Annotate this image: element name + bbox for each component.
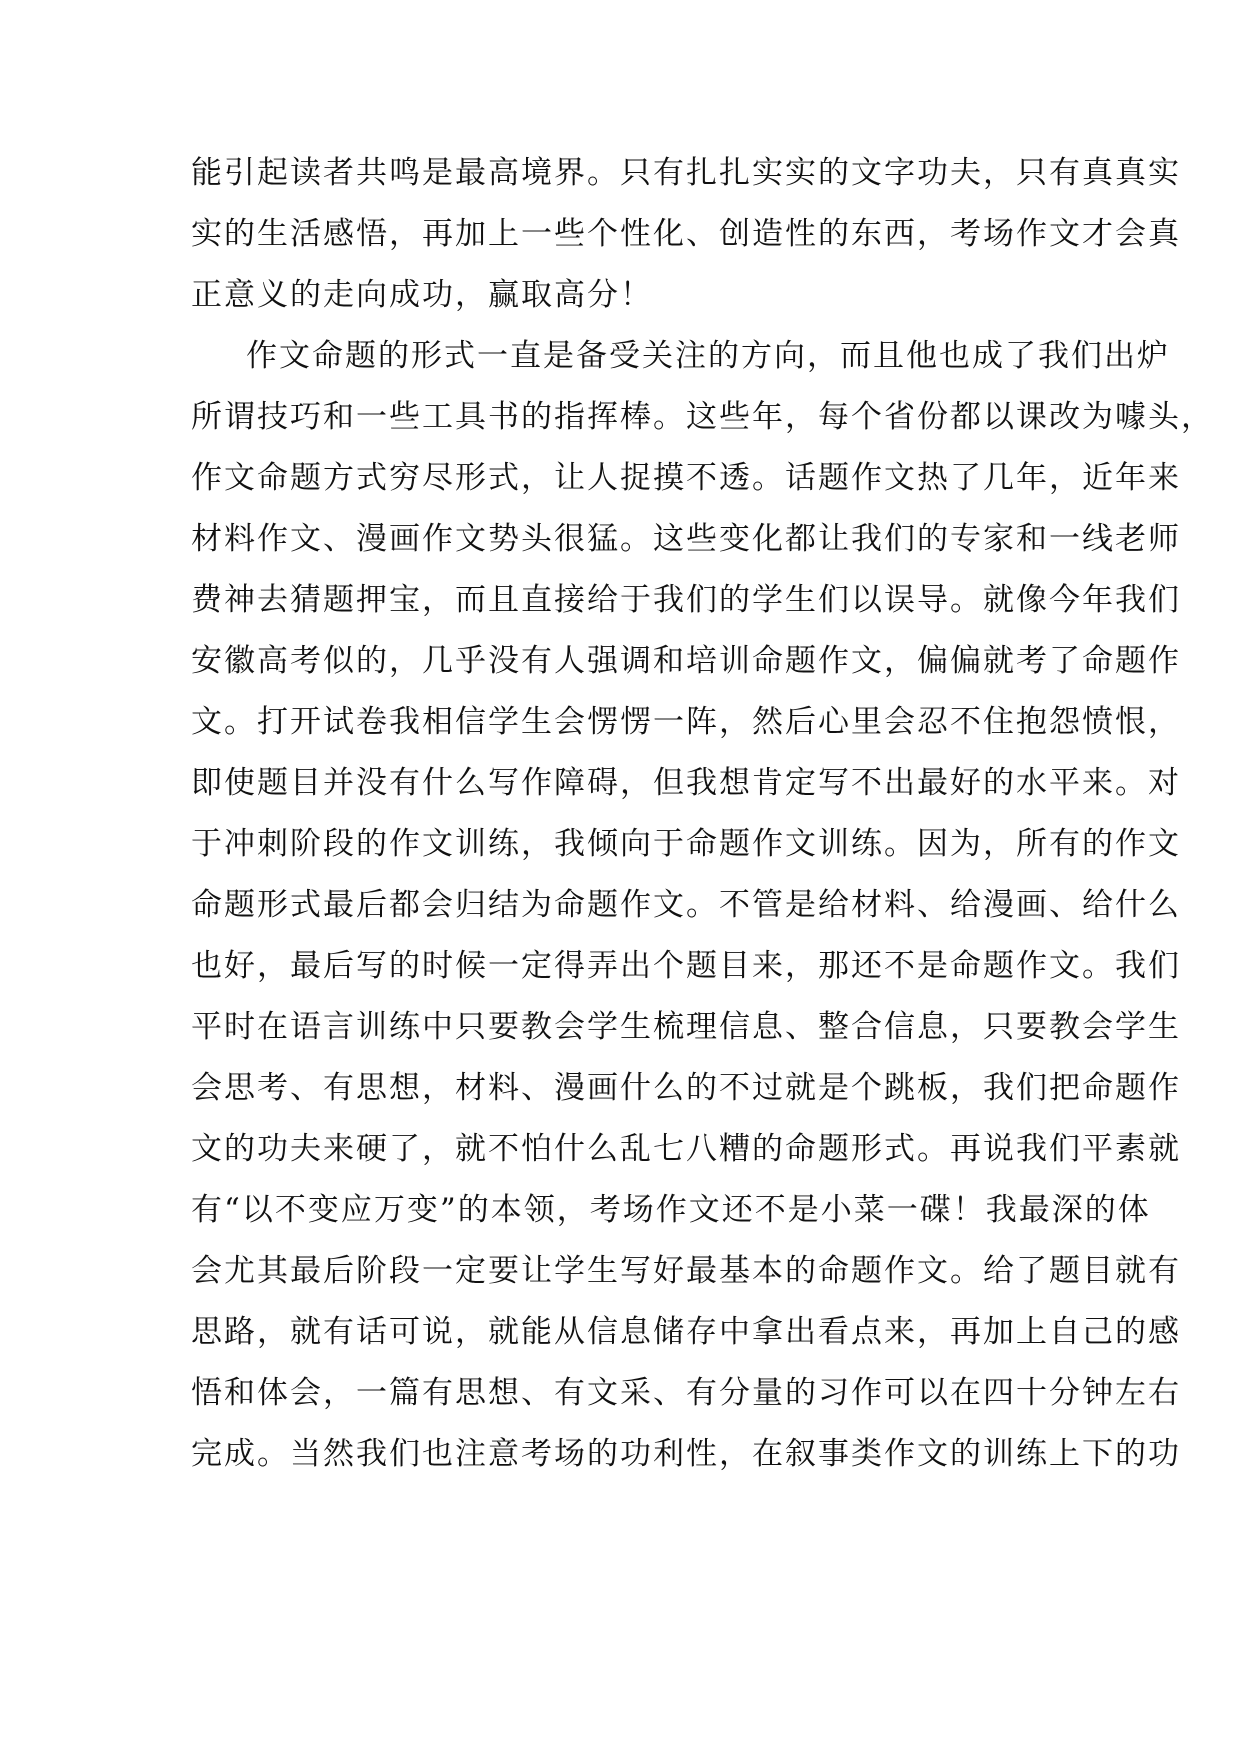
text-line xyxy=(0,509,1241,569)
text-line xyxy=(0,631,1241,691)
text-line-content: 所谓技巧和一些工具书的指挥棒。这些年，每个省份都以课改为噱头， xyxy=(191,399,1214,435)
text-line xyxy=(0,1180,1241,1240)
text-line xyxy=(0,753,1241,813)
text-line xyxy=(0,326,1241,386)
text-line-content: 于冲刺阶段的作文训练，我倾向于命题作文训练。因为，所有的作文 xyxy=(191,826,1181,862)
text-line-content: 正意义的走向成功，赢取高分！ xyxy=(191,277,653,313)
text-line xyxy=(0,570,1241,630)
text-line xyxy=(0,692,1241,752)
text-line-content: 文。打开试卷我相信学生会愣愣一阵，然后心里会忍不住抱怨愤恨， xyxy=(191,704,1181,740)
text-line xyxy=(0,875,1241,935)
text-line xyxy=(0,387,1241,447)
text-line xyxy=(0,936,1241,996)
text-line xyxy=(0,1119,1241,1179)
text-line-content: 实的生活感悟，再加上一些个性化、创造性的东西，考场作文才会真 xyxy=(191,216,1181,252)
text-line-content: 悟和体会，一篇有思想、有文采、有分量的习作可以在四十分钟左右 xyxy=(191,1375,1181,1411)
text-line-content: 作文命题方式穷尽形式，让人捉摸不透。话题作文热了几年，近年来 xyxy=(191,460,1181,496)
text-line xyxy=(0,265,1241,325)
text-line-content: 也好，最后写的时候一定得弄出个题目来，那还不是命题作文。我们 xyxy=(191,948,1181,984)
text-line xyxy=(0,1485,1241,1545)
text-line xyxy=(0,997,1241,1057)
text-line xyxy=(0,1363,1241,1423)
text-line xyxy=(0,1058,1241,1118)
text-line-content: 费神去猜题押宝，而且直接给于我们的学生们以误导。就像今年我们 xyxy=(191,582,1181,618)
text-line-content: 文的功夫来硬了，就不怕什么乱七八糟的命题形式。再说我们平素就 xyxy=(191,1131,1181,1167)
text-line-content: 平时在语言训练中只要教会学生梳理信息、整合信息，只要教会学生 xyxy=(191,1009,1181,1045)
text-line-content: 即使题目并没有什么写作障碍，但我想肯定写不出最好的水平来。对 xyxy=(191,765,1181,801)
text-line xyxy=(0,814,1241,874)
text-line-content: 安徽高考似的，几乎没有人强调和培训命题作文，偏偏就考了命题作 xyxy=(191,643,1181,679)
text-line xyxy=(0,1424,1241,1484)
text-line xyxy=(0,448,1241,508)
text-line-content: 作文命题的形式一直是备受关注的方向，而且他也成了我们出炉 xyxy=(246,338,1170,374)
text-line xyxy=(0,1546,1241,1606)
text-line xyxy=(0,143,1241,203)
text-line-content: 会思考、有思想，材料、漫画什么的不过就是个跳板，我们把命题作 xyxy=(191,1070,1181,1106)
text-line-content: 命题形式最后都会归结为命题作文。不管是给材料、给漫画、给什么 xyxy=(191,887,1181,923)
text-line-content: 有“以不变应万变”的本领，考场作文还不是小菜一碟！我最深的体 xyxy=(191,1192,1151,1228)
text-line-content: 思路，就有话可说，就能从信息储存中拿出看点来，再加上自己的感 xyxy=(191,1314,1181,1350)
text-line-content: 会尤其最后阶段一定要让学生写好最基本的命题作文。给了题目就有 xyxy=(191,1253,1181,1289)
text-line-content: 完成。当然我们也注意考场的功利性，在叙事类作文的训练上下的功 xyxy=(191,1436,1181,1472)
text-line xyxy=(0,204,1241,264)
text-line xyxy=(0,1302,1241,1362)
text-line xyxy=(0,1241,1241,1301)
text-line-content: 能引起读者共鸣是最高境界。只有扎扎实实的文字功夫，只有真真实 xyxy=(191,155,1181,191)
text-line-content: 材料作文、漫画作文势头很猛。这些变化都让我们的专家和一线老师 xyxy=(191,521,1181,557)
